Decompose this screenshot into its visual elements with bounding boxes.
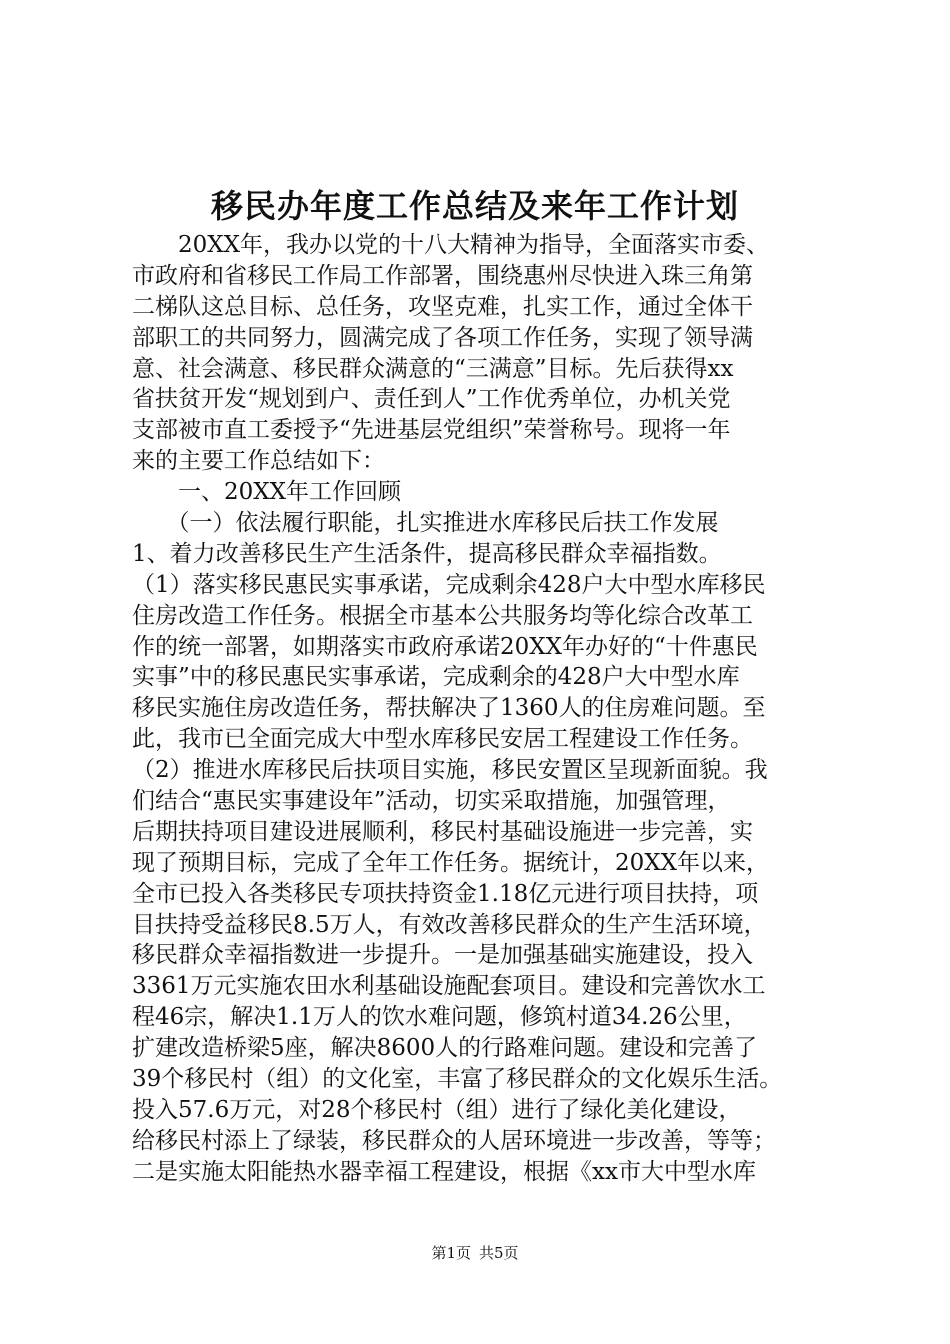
text-line: 市政府和省移民工作局工作部署，围绕惠州尽快进入珠三角第 [132, 262, 753, 289]
page-footer [0, 1242, 950, 1264]
text-line: 移民群众幸福指数进一步提升。一是加强基础实施建设，投入 [132, 942, 753, 969]
text-line: 移民实施住房改造任务，帮扶解决了1360人的住房难问题。至 [132, 695, 766, 722]
text-line: （2）推进水库移民后扶项目实施，移民安置区呈现新面貌。我 [132, 757, 768, 784]
document-body [132, 230, 832, 1188]
text-line: 实事”中的移民惠民实事承诺，完成剩余的428户大中型水库 [132, 664, 740, 691]
text-line: 二是实施太阳能热水器幸福工程建设，根据《xx市大中型水库 [132, 1158, 756, 1185]
text-line: 意、社会满意、移民群众满意的“三满意”目标。先后获得xx [132, 355, 734, 382]
text-line: 1、着力改善移民生产生活条件，提高移民群众幸福指数。 [132, 540, 722, 567]
text-line: 投入57.6万元，对28个移民村（组）进行了绿化美化建设， [132, 1096, 742, 1123]
text-line: 现了预期目标，完成了全年工作任务。据统计，20XX年以来， [132, 849, 770, 876]
text-line: 部职工的共同努力，圆满完成了各项工作任务，实现了领导满 [132, 324, 753, 351]
section-heading: 一、20XX年工作回顾 [132, 479, 402, 506]
text-line: 省扶贫开发“规划到户、责任到人”工作优秀单位，办机关党 [132, 386, 731, 413]
text-line: 3361万元实施农田水利基础设施配套项目。建设和完善饮水工 [132, 973, 766, 1000]
text-line: 支部被市直工委授予“先进基层党组织”荣誉称号。现将一年 [132, 417, 731, 444]
text-line: 作的统一部署，如期落实市政府承诺20XX年办好的“十件惠民 [132, 633, 758, 660]
text-line: 39个移民村（组）的文化室，丰富了移民群众的文化娱乐生活。 [132, 1066, 783, 1093]
text-line: （1）落实移民惠民实事承诺，完成剩余428户大中型水库移民 [132, 571, 766, 598]
text-line: 来的主要工作总结如下： [132, 448, 385, 475]
text-line: 二梯队这总目标、总任务，攻坚克难，扎实工作，通过全体干 [132, 293, 753, 320]
text-line: 程46宗，解决1.1万人的饮水难问题，修筑村道34.26公里， [132, 1004, 747, 1031]
subsection-heading: （一）依法履行职能，扎实推进水库移民后扶工作发展 [132, 510, 719, 537]
text-line: 后期扶持项目建设进展顺利，移民村基础设施进一步完善，实 [132, 818, 753, 845]
text-line: 目扶持受益移民8.5万人，有效改善移民群众的生产生活环境， [132, 911, 767, 938]
text-line: 此，我市已全面完成大中型水库移民安居工程建设工作任务。 [132, 726, 753, 753]
text-line: 扩建改造桥梁5座，解决8600人的行路难问题。建设和完善了 [132, 1035, 758, 1062]
text-line: 全市已投入各类移民专项扶持资金1.18亿元进行项目扶持，项 [132, 880, 759, 907]
page-number: 第1页 [431, 1244, 471, 1262]
text-line: 20XX年，我办以党的十八大精神为指导，全面落实市委、 [132, 232, 770, 258]
text-line: 住房改造工作任务。根据全市基本公共服务均等化综合改革工 [132, 602, 753, 629]
page-total: 共5页 [479, 1244, 519, 1262]
text-line: 给移民村添上了绿装，移民群众的人居环境进一步改善，等等； [132, 1127, 776, 1154]
document-title: 移民办年度工作总结及来年工作计划 [210, 187, 739, 225]
text-line: 们结合“惠民实事建设年”活动，切实采取措施，加强管理， [132, 788, 731, 815]
